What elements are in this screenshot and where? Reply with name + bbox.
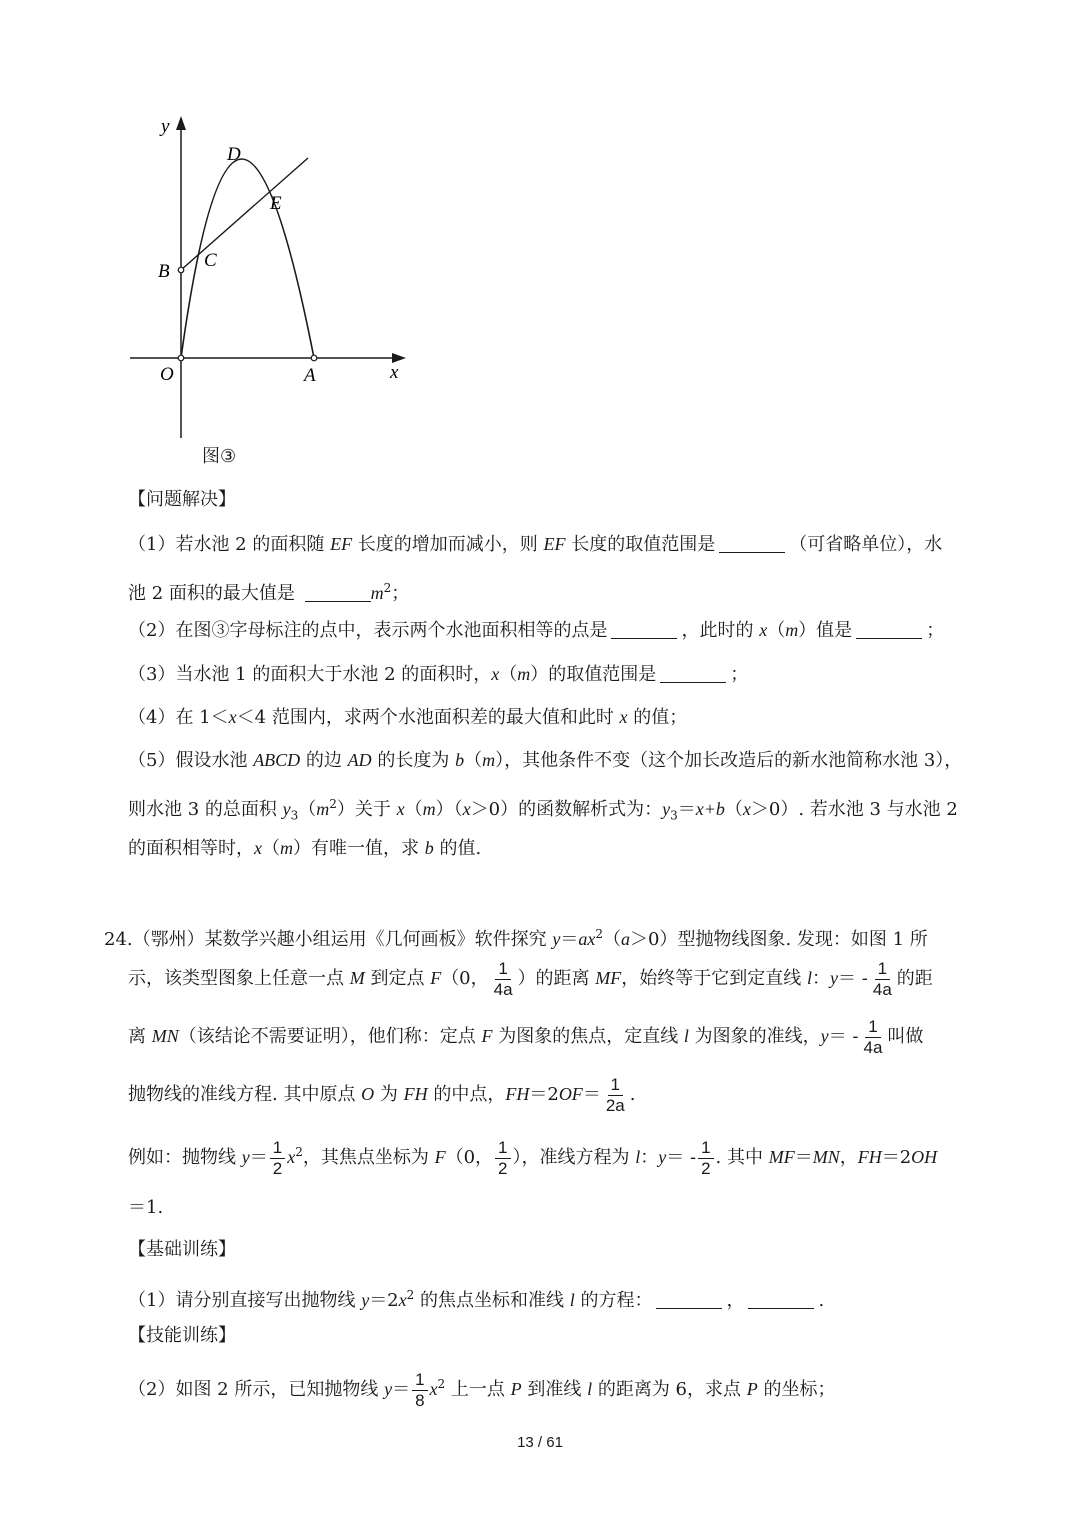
section-heading-skill-training: 【技能训练】: [128, 1325, 236, 1346]
fraction: $\frac{1}{4a}$: [872, 958, 892, 999]
problem-24-line-2: 示，该类型图象上任意一点 M 到定点 F（0， $\frac{1}{4a}$ ）的距离 MF，始终等于它到定直线 l：y＝ - $\frac{1}{4a}$ 的距: [128, 958, 933, 999]
question-5-line-2: 则水池 3 的总面积 $y_3(m^2)$关于 x（m）（x＞0）的函数解析式为：$y_3=x+b(x>0)$. 若水池 3 与水池 2: [128, 797, 958, 823]
fraction: $\frac{1}{8}$: [412, 1370, 427, 1411]
fraction: $\frac{1}{2}$: [495, 1138, 510, 1179]
figure-caption: 图③: [202, 446, 237, 467]
problem-24-line-1: 24.（鄂州）某数学兴趣小组运用《几何画板》软件探究 $y=ax^2(a>0)$型抛物线图象. 发现：如图 1 所: [104, 927, 928, 950]
point-e-label: E: [270, 193, 282, 214]
figure-3-graph: [0, 0, 1080, 470]
problem-24-line-3: 离 MN（该结论不需要证明），他们称：定点 F 为图象的焦点，定直线 l 为图象的准线，y＝ - $\frac{1}{4a}$ 叫做: [128, 1016, 924, 1057]
skill-question-2: （2）如图 2 所示，已知抛物线 y＝ $\frac{1}{8}$ $x^2$ 上一点 P 到准线 l 的距离为 6，求点 P 的坐标；: [128, 1369, 836, 1410]
problem-24-example-tail: ＝1.: [128, 1197, 164, 1218]
y-axis-label: y: [161, 116, 170, 137]
point-o-marker: [178, 355, 184, 361]
question-5-line-3: 的面积相等时，x（m）有唯一值，求 b 的值.: [128, 838, 482, 859]
answer-blank[interactable]: [856, 620, 922, 639]
point-a-marker: [311, 355, 317, 361]
heading-text: 【问题解决】: [128, 489, 236, 510]
basic-question-1: （1）请分别直接写出抛物线 $y=2x^2$ 的焦点坐标和准线 l 的方程： ， .: [128, 1288, 825, 1311]
question-1-line-2: 池 2 面积的最大值是 $m^2$；: [128, 581, 410, 604]
answer-blank[interactable]: [611, 620, 677, 639]
question-5-line-1: （5）假设水池 ABCD 的边 AD 的长度为 b（m），其他条件不变（这个加长改造后的新水池简称水池 3），: [128, 750, 963, 771]
point-d-label: D: [227, 144, 241, 165]
section-heading-problem-solving: [128, 488, 980, 512]
problem-24-example-line: 例如：抛物线 y＝ $\frac{1}{2}$ $x^2$，其焦点坐标为 F（0， $\frac{1}{2}$ ），准线方程为 l：y＝ - $\frac{1}{2}$ . 其中 MF＝MN，FH＝2OH: [128, 1137, 938, 1178]
y-axis-arrow-icon: [176, 116, 186, 130]
point-b-marker: [178, 267, 184, 273]
fraction: $\frac{1}{2}$: [270, 1138, 285, 1179]
point-b-label: B: [158, 261, 170, 282]
question-2: （2）在图③字母标注的点中，表示两个水池面积相等的点是 ，此时的 x（m）值是 ；: [128, 620, 945, 641]
fraction: $\frac{1}{2a}$: [605, 1074, 625, 1115]
line-be: [181, 158, 308, 270]
question-4: （4）在 1＜x＜4 范围内，求两个水池面积差的最大值和此时 x 的值；: [128, 707, 688, 728]
section-heading-basic-training: 【基础训练】: [128, 1239, 236, 1260]
fraction: $\frac{1}{2}$: [698, 1138, 713, 1179]
fraction: $\frac{1}{4a}$: [863, 1016, 883, 1057]
fraction: $\frac{1}{4a}$: [493, 958, 513, 999]
answer-blank[interactable]: [748, 1290, 814, 1309]
point-o-label: O: [160, 364, 174, 385]
point-c-label: C: [204, 250, 217, 271]
point-a-label: A: [304, 365, 316, 386]
answer-blank[interactable]: [656, 1290, 722, 1309]
page-number: 13 / 61: [517, 1434, 563, 1451]
answer-blank[interactable]: [660, 664, 726, 683]
question-3: （3）当水池 1 的面积大于水池 2 的面积时，x（m）的取值范围是 ；: [128, 664, 749, 685]
problem-24-line-4: 抛物线的准线方程. 其中原点 O 为 FH 的中点，FH＝2OF＝ $\frac{1}{2a}$ .: [128, 1074, 636, 1115]
answer-blank[interactable]: [719, 534, 785, 553]
x-axis-label: x: [390, 362, 399, 383]
question-1-line-1: （1）若水池 2 的面积随 EF 长度的增加而减小，则 EF 长度的取值范围是 （可省略单位），水: [128, 534, 943, 555]
parabola-curve: [181, 159, 314, 358]
answer-blank[interactable]: [305, 583, 371, 602]
